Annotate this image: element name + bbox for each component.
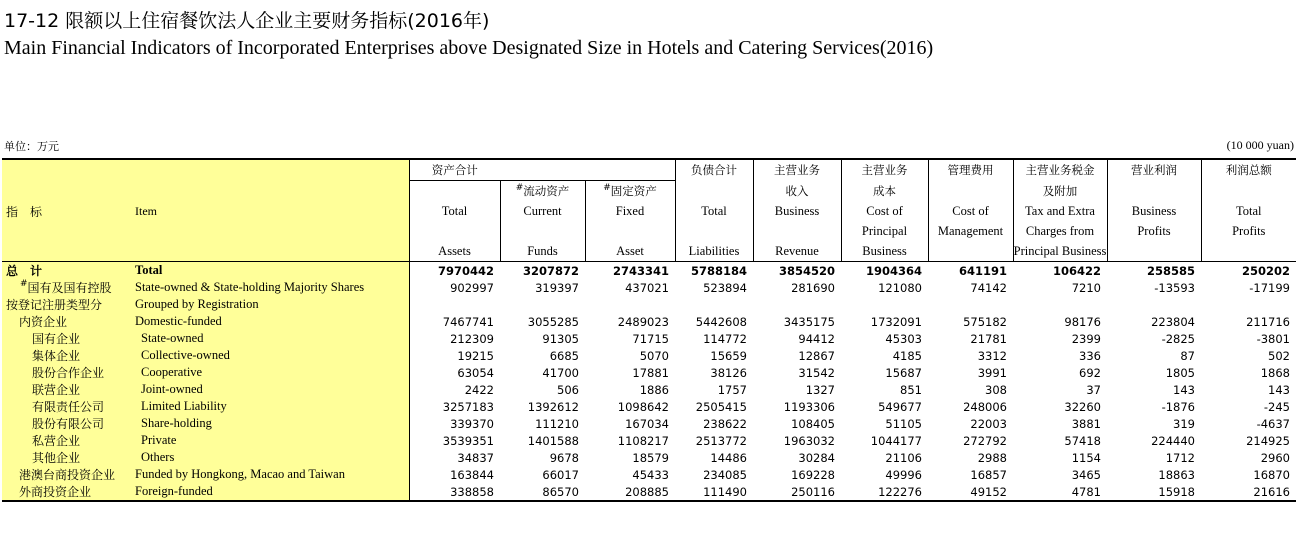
value-cell: 4185 xyxy=(892,348,922,363)
value-cell: 506 xyxy=(557,382,579,397)
header-indicator-cell xyxy=(2,221,135,241)
value-cell: 71715 xyxy=(632,331,669,346)
header-cell-col5: 主营业务 xyxy=(753,159,841,181)
header-cell-col8: Principal Business xyxy=(1013,241,1107,262)
row-label-english: Funded by Hongkong, Macao and Taiwan xyxy=(135,466,409,483)
header-cell-col6: Business xyxy=(841,241,928,262)
header-item-cell xyxy=(135,159,409,181)
header-cell-col4: 负债合计 xyxy=(675,159,753,181)
value-cell: 7970442 xyxy=(409,262,500,280)
table-row xyxy=(2,364,1296,381)
value-cell: 5442608 xyxy=(695,314,747,329)
value-cell: 34837 xyxy=(409,449,500,466)
value-cell: 281690 xyxy=(791,280,835,295)
value-cell: 2399 xyxy=(1071,331,1101,346)
value-cell: 3257183 xyxy=(409,398,500,415)
header-cell-col7 xyxy=(928,241,1013,262)
header-cell-col8: 主营业务税金 xyxy=(1013,159,1107,181)
value-cell xyxy=(1013,296,1107,313)
header-cell-col9 xyxy=(1107,181,1201,202)
footnote-mark: # xyxy=(20,279,28,289)
value-cell: 2988 xyxy=(977,450,1007,465)
header-item-cell xyxy=(135,181,409,202)
value-cell: 49996 xyxy=(885,467,922,482)
value-cell: -17199 xyxy=(1249,280,1290,295)
value-cell: 2743341 xyxy=(612,263,669,278)
header-cell-col10 xyxy=(1201,241,1296,262)
value-cell: 19215 xyxy=(409,347,500,364)
value-cell xyxy=(409,296,500,313)
value-cell: 258585 xyxy=(1146,263,1195,278)
value-cell: 37 xyxy=(1086,382,1101,397)
value-cell: -4637 xyxy=(1256,416,1290,431)
value-cell: 2489023 xyxy=(617,314,669,329)
value-cell: 1401588 xyxy=(527,433,579,448)
value-cell: 238622 xyxy=(703,416,747,431)
value-cell: 336 xyxy=(1079,348,1101,363)
header-cell-col6: Cost of xyxy=(841,201,928,221)
value-cell: 1154 xyxy=(1071,450,1101,465)
table-row xyxy=(2,347,1296,364)
header-cell-col3: Asset xyxy=(585,241,675,262)
table-row xyxy=(2,483,1296,501)
row-label-english: Others xyxy=(135,449,409,466)
value-cell: 22003 xyxy=(970,416,1007,431)
value-cell: 248006 xyxy=(963,399,1007,414)
value-cell: 86570 xyxy=(500,483,585,501)
header-indicator-cell xyxy=(2,181,135,202)
value-cell: 437021 xyxy=(625,280,669,295)
table-row xyxy=(2,330,1296,347)
value-cell: 208885 xyxy=(585,483,675,501)
header-cell-col9 xyxy=(1107,241,1201,262)
value-cell: 3881 xyxy=(1071,416,1101,431)
header-cell-col10: 利润总额 xyxy=(1201,159,1296,181)
row-label-chinese xyxy=(2,279,135,296)
table-row xyxy=(2,313,1296,330)
header-text: 固定资产 xyxy=(610,184,657,198)
row-label-english: Share-holding xyxy=(135,415,409,432)
header-cell-col4 xyxy=(675,181,753,202)
row-label-english: Foreign-funded xyxy=(135,483,409,501)
value-cell: 66017 xyxy=(542,467,579,482)
value-cell: -3801 xyxy=(1256,331,1290,346)
value-cell: 2422 xyxy=(409,381,500,398)
value-cell: 211716 xyxy=(1246,314,1290,329)
value-cell xyxy=(500,296,585,313)
value-cell: 15687 xyxy=(885,365,922,380)
value-cell: 3854520 xyxy=(778,263,835,278)
header-cell-col10: Profits xyxy=(1201,221,1296,241)
table-row xyxy=(2,449,1296,466)
value-cell: 143 xyxy=(1173,382,1195,397)
header-cell-col1: 资产合计 xyxy=(409,159,500,181)
header-cell-col2: Current xyxy=(500,201,585,221)
row-label-chinese: 集体企业 xyxy=(2,347,135,364)
value-cell: 1868 xyxy=(1260,365,1290,380)
header-row xyxy=(2,201,1296,221)
value-cell xyxy=(675,296,753,313)
value-cell: 502 xyxy=(1268,348,1290,363)
header-cell-col9: 营业利润 xyxy=(1107,159,1201,181)
header-cell-col5: Business xyxy=(753,201,841,221)
value-cell: 272792 xyxy=(963,433,1007,448)
row-label-english: Private xyxy=(135,432,409,449)
table-row xyxy=(2,432,1296,449)
row-label-chinese: 按登记注册类型分 xyxy=(2,296,135,313)
value-cell: 1904364 xyxy=(865,263,922,278)
header-cell-col8: Tax and Extra xyxy=(1013,201,1107,221)
value-cell: 12867 xyxy=(798,348,835,363)
value-cell: 5070 xyxy=(639,348,669,363)
header-cell-col3: Fixed xyxy=(585,201,675,221)
value-cell xyxy=(585,296,675,313)
value-cell xyxy=(753,296,841,313)
header-cell-col1: Total xyxy=(409,201,500,221)
value-cell: -13593 xyxy=(1154,280,1195,295)
value-cell: 87 xyxy=(1180,348,1195,363)
value-cell: 339370 xyxy=(409,415,500,432)
header-cell-col6: 主营业务 xyxy=(841,159,928,181)
value-cell: 250202 xyxy=(1241,263,1290,278)
value-cell: 163844 xyxy=(409,466,500,483)
value-cell xyxy=(1107,296,1201,313)
value-cell: 2505415 xyxy=(695,399,747,414)
row-label-english: Cooperative xyxy=(135,364,409,381)
value-cell: 16857 xyxy=(970,467,1007,482)
value-cell: 38126 xyxy=(710,365,747,380)
value-cell: 338858 xyxy=(409,483,500,501)
value-cell: -1876 xyxy=(1161,399,1195,414)
value-cell: 549677 xyxy=(878,399,922,414)
row-label-chinese: 港澳台商投资企业 xyxy=(2,466,135,483)
value-cell: 523894 xyxy=(703,280,747,295)
value-cell: 7467741 xyxy=(409,313,500,330)
value-cell: 3465 xyxy=(1071,467,1101,482)
header-cell-col10: Total xyxy=(1201,201,1296,221)
value-cell: 45303 xyxy=(885,331,922,346)
row-label-chinese: 外商投资企业 xyxy=(2,483,135,501)
value-cell: 1327 xyxy=(805,382,835,397)
header-item-cell xyxy=(135,241,409,262)
value-cell: 3435175 xyxy=(783,314,835,329)
value-cell: 1193306 xyxy=(783,399,835,414)
table-row xyxy=(2,466,1296,483)
value-cell: 3312 xyxy=(977,348,1007,363)
value-cell: 4781 xyxy=(1013,483,1107,501)
value-cell: 234085 xyxy=(703,467,747,482)
header-text: 流动资产 xyxy=(523,184,570,198)
value-cell: 21106 xyxy=(885,450,922,465)
value-cell: 1805 xyxy=(1165,365,1195,380)
value-cell: 1732091 xyxy=(870,314,922,329)
value-cell: 114772 xyxy=(703,331,747,346)
header-cell-col10 xyxy=(1201,181,1296,202)
header-cell-col3 xyxy=(585,221,675,241)
header-row xyxy=(2,159,1296,181)
value-cell: 49152 xyxy=(928,483,1013,501)
header-cell-col2 xyxy=(500,159,585,181)
header-row xyxy=(2,221,1296,241)
value-cell: 3207872 xyxy=(522,263,579,278)
value-cell: 41700 xyxy=(542,365,579,380)
value-cell: 3539351 xyxy=(409,432,500,449)
value-cell: 32260 xyxy=(1064,399,1101,414)
value-cell: 7210 xyxy=(1071,280,1101,295)
value-cell: 3991 xyxy=(977,365,1007,380)
value-cell xyxy=(928,296,1013,313)
header-cell-col1 xyxy=(409,221,500,241)
value-cell: 21781 xyxy=(970,331,1007,346)
value-cell: 15918 xyxy=(1107,483,1201,501)
header-cell-col9: Profits xyxy=(1107,221,1201,241)
row-label-english: Collective-owned xyxy=(135,347,409,364)
value-cell: 18579 xyxy=(632,450,669,465)
unit-label-chinese: 单位：万元 xyxy=(4,140,59,153)
header-cell-col8: 及附加 xyxy=(1013,181,1107,202)
row-label-chinese: 总 计 xyxy=(2,262,135,280)
row-label-english: Total xyxy=(135,262,409,280)
footnote-mark: # xyxy=(603,183,611,193)
header-cell-col9: Business xyxy=(1107,201,1201,221)
header-indicator-cell: 指 标 xyxy=(2,201,135,221)
value-cell: 692 xyxy=(1079,365,1101,380)
header-indicator-cell xyxy=(2,241,135,262)
value-cell: 122276 xyxy=(841,483,928,501)
header-indicator-cell xyxy=(2,159,135,181)
header-cell-col5: 收入 xyxy=(753,181,841,202)
value-cell: 902997 xyxy=(409,279,500,296)
value-cell xyxy=(841,296,928,313)
value-cell: 15659 xyxy=(710,348,747,363)
value-cell: 51105 xyxy=(885,416,922,431)
row-label-chinese: 股份有限公司 xyxy=(2,415,135,432)
title-english: Main Financial Indicators of Incorporated Enterprises above Designated Size in Hotels and Catering Services(2016) xyxy=(4,37,934,59)
value-cell: 5788184 xyxy=(690,263,747,278)
row-label-english: State-owned xyxy=(135,330,409,347)
value-cell: 1044177 xyxy=(870,433,922,448)
row-label-english: State-owned & State-holding Majority Shares xyxy=(135,279,409,296)
value-cell: 16870 xyxy=(1253,467,1290,482)
value-cell: 1108217 xyxy=(617,433,669,448)
row-label-english: Domestic-funded xyxy=(135,313,409,330)
value-cell: 1392612 xyxy=(527,399,579,414)
table-row xyxy=(2,415,1296,432)
table-row xyxy=(2,381,1296,398)
value-cell: 30284 xyxy=(798,450,835,465)
value-cell: 14486 xyxy=(710,450,747,465)
header-cell-col6: Principal xyxy=(841,221,928,241)
title-chinese: 17-12 限额以上住宿餐饮法人企业主要财务指标(2016年) xyxy=(4,10,490,32)
value-cell: 223804 xyxy=(1151,314,1195,329)
header-cell-col1: Assets xyxy=(409,241,500,262)
value-cell: 1712 xyxy=(1165,450,1195,465)
value-cell: 143 xyxy=(1268,382,1290,397)
row-label-english: Grouped by Registration xyxy=(135,296,409,313)
header-cell-col7: 管理费用 xyxy=(928,159,1013,181)
value-cell: 169228 xyxy=(791,467,835,482)
table-row xyxy=(2,296,1296,313)
value-cell: 91305 xyxy=(542,331,579,346)
header-cell-col2 xyxy=(500,221,585,241)
value-cell: 111490 xyxy=(675,483,753,501)
value-cell: 224440 xyxy=(1151,433,1195,448)
value-cell: 108405 xyxy=(791,416,835,431)
header-cell-col2: Funds xyxy=(500,241,585,262)
value-cell: 94412 xyxy=(798,331,835,346)
header-cell-col6: 成本 xyxy=(841,181,928,202)
value-cell: 31542 xyxy=(798,365,835,380)
value-cell: 319397 xyxy=(535,280,579,295)
header-cell-col8: Charges from xyxy=(1013,221,1107,241)
header-item-cell xyxy=(135,221,409,241)
header-item-cell: Item xyxy=(135,201,409,221)
value-cell: 57418 xyxy=(1064,433,1101,448)
row-label-chinese: 其他企业 xyxy=(2,449,135,466)
value-cell: 106422 xyxy=(1052,263,1101,278)
row-label-chinese: 国有企业 xyxy=(2,330,135,347)
row-label-chinese: 私营企业 xyxy=(2,432,135,449)
header-row xyxy=(2,181,1296,202)
value-cell: 98176 xyxy=(1064,314,1101,329)
value-cell: 17881 xyxy=(632,365,669,380)
value-cell: 2960 xyxy=(1260,450,1290,465)
header-cell-col7 xyxy=(928,181,1013,202)
header-cell-col5: Revenue xyxy=(753,241,841,262)
footnote-mark: # xyxy=(515,183,524,193)
value-cell: 641191 xyxy=(958,263,1007,278)
header-cell-col5 xyxy=(753,221,841,241)
value-cell: 121080 xyxy=(878,280,922,295)
value-cell: 21616 xyxy=(1201,483,1296,501)
row-label-chinese: 内资企业 xyxy=(2,313,135,330)
unit-label-english: (10 000 yuan) xyxy=(1226,138,1294,152)
value-cell: 308 xyxy=(985,382,1007,397)
header-cell-col7: Cost of xyxy=(928,201,1013,221)
header-cell-col7: Management xyxy=(928,221,1013,241)
value-cell: 1886 xyxy=(639,382,669,397)
value-cell: 1757 xyxy=(717,382,747,397)
row-label-text: 国有及国有控股 xyxy=(27,281,112,295)
value-cell: 212309 xyxy=(409,330,500,347)
header-cell-col3 xyxy=(585,181,675,202)
row-label-english: Joint-owned xyxy=(135,381,409,398)
financial-table xyxy=(2,158,1296,502)
value-cell: 63054 xyxy=(409,364,500,381)
value-cell: 1098642 xyxy=(617,399,669,414)
row-label-chinese: 有限责任公司 xyxy=(2,398,135,415)
value-cell: -2825 xyxy=(1161,331,1195,346)
value-cell: 851 xyxy=(900,382,922,397)
header-cell-col4: Liabilities xyxy=(675,241,753,262)
header-cell-col3 xyxy=(585,159,675,181)
value-cell: 575182 xyxy=(963,314,1007,329)
value-cell xyxy=(1201,296,1296,313)
table-row xyxy=(2,398,1296,415)
value-cell: 9678 xyxy=(549,450,579,465)
value-cell: 167034 xyxy=(625,416,669,431)
value-cell: 214925 xyxy=(1246,433,1290,448)
value-cell: 74142 xyxy=(970,280,1007,295)
value-cell: 45433 xyxy=(632,467,669,482)
row-label-english: Limited Liability xyxy=(135,398,409,415)
header-row xyxy=(2,241,1296,262)
value-cell: 3055285 xyxy=(527,314,579,329)
value-cell: 319 xyxy=(1173,416,1195,431)
value-cell: -245 xyxy=(1263,399,1290,414)
table-row xyxy=(2,262,1296,280)
row-label-chinese: 联营企业 xyxy=(2,381,135,398)
row-label-chinese: 股份合作企业 xyxy=(2,364,135,381)
value-cell: 6685 xyxy=(549,348,579,363)
table-row xyxy=(2,279,1296,296)
header-cell-col4 xyxy=(675,221,753,241)
value-cell: 2513772 xyxy=(695,433,747,448)
header-cell-col4: Total xyxy=(675,201,753,221)
value-cell: 1963032 xyxy=(783,433,835,448)
value-cell: 111210 xyxy=(535,416,579,431)
value-cell: 18863 xyxy=(1158,467,1195,482)
header-cell-col2 xyxy=(500,181,585,202)
header-cell-col1 xyxy=(409,181,500,202)
value-cell: 250116 xyxy=(753,483,841,501)
